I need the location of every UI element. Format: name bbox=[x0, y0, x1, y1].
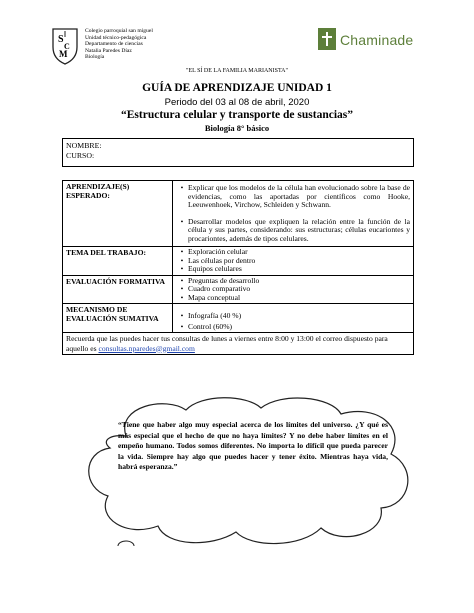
motivational-quote: “Tiene que haber algo muy especial acerca de los límites del universo. ¿Y qué es más especial que el hecho de que no haya límites? Y no debe haber límites en el empeño humano. Todos somos diferentes. No importa lo difícil que pueda parecer la vida. Siempre hay algo que puedes hacer y tener éxito. Mientras haya vida, habrá esperanza.” bbox=[118, 420, 388, 471]
motto: "EL SÍ DE LA FAMILIA MARIANISTA" bbox=[186, 68, 288, 74]
list-item: • Infografía (40 %) bbox=[176, 312, 410, 321]
row-label: TEMA DEL TRABAJO: bbox=[63, 247, 173, 276]
table-row bbox=[63, 275, 414, 304]
grade: Biología 8° básico bbox=[204, 123, 270, 133]
school-line: Colegio parroquial san miguel bbox=[85, 28, 153, 34]
contact-note: Recuerda que las puedes hacer tus consultas de lunes a viernes entre 8:00 y 13:00 el correo dispuesto para aquello es consultas.nparedes@gmail.com bbox=[63, 333, 414, 355]
name-label: NOMBRE: bbox=[66, 141, 102, 150]
svg-text:M: M bbox=[59, 49, 68, 59]
chaminade-logo-mark bbox=[318, 28, 336, 50]
bullet-icon: • bbox=[180, 284, 184, 293]
student-info-box bbox=[62, 138, 414, 167]
bullet-icon: • bbox=[180, 321, 184, 331]
email-link[interactable]: consultas.nparedes@gmail.com bbox=[98, 343, 195, 353]
school-line: Unidad técnico-pedagógica bbox=[85, 34, 147, 41]
course-label: CURSO: bbox=[66, 151, 95, 160]
list-item: • Mapa conceptual bbox=[176, 294, 410, 303]
row-content bbox=[173, 275, 414, 304]
bullet-icon: • bbox=[180, 264, 184, 273]
brand-name: Chaminade bbox=[340, 32, 414, 48]
subtitle: “Estructura celular y transporte de sustancias” bbox=[120, 109, 353, 121]
school-line: Biología bbox=[85, 54, 105, 61]
row-content bbox=[173, 247, 414, 276]
row-content bbox=[173, 181, 414, 247]
row-label: EVALUACIÓN FORMATIVA bbox=[63, 275, 173, 304]
school-crest-logo bbox=[50, 27, 80, 65]
bullet-icon: • bbox=[180, 292, 184, 302]
list-item: • Exploración celular bbox=[176, 248, 410, 257]
row-label: APRENDIZAJE(S) ESPERADO: bbox=[63, 181, 173, 247]
page-title: GUÍA DE APRENDIZAJE UNIDAD 1 bbox=[142, 82, 332, 94]
bullet-icon: • bbox=[180, 275, 184, 285]
bullet-icon: • bbox=[180, 216, 184, 226]
list-item: • Explicar que los modelos de la célula han evolucionado sobre la base de evidencias, como las aportadas por científicos como Hooke, Leeuwenhoek, Virchow, Schleiden y Schwann. bbox=[176, 184, 410, 210]
list-item: • Equipos celulares bbox=[176, 265, 410, 274]
bullet-icon: • bbox=[180, 255, 184, 265]
svg-text:S: S bbox=[58, 34, 64, 45]
row-content bbox=[173, 304, 414, 333]
table-row bbox=[63, 247, 414, 276]
svg-text:C: C bbox=[64, 42, 70, 51]
bullet-icon: • bbox=[180, 183, 184, 192]
table-row bbox=[63, 333, 414, 355]
list-item: • Cuadro comparativo bbox=[176, 285, 410, 294]
table-row bbox=[63, 304, 414, 333]
row-label: MECANISMO DE EVALUACIÓN SUMATIVA bbox=[63, 304, 173, 333]
school-info bbox=[85, 28, 153, 61]
bullet-icon: • bbox=[180, 311, 184, 320]
table-row bbox=[63, 181, 414, 247]
chaminade-logo bbox=[318, 28, 443, 52]
list-item: • Las células por dentro bbox=[176, 257, 410, 266]
list-item: • Desarrollar modelos que expliquen la relación entre la función de la célula y sus partes, considerando: sus estructuras; células eucariontes y procariontes, además de tipos celulares. bbox=[176, 218, 410, 244]
school-line: Departamento de ciencias bbox=[85, 41, 143, 48]
bullet-icon: • bbox=[180, 247, 184, 256]
school-line: Natalia Paredes Díaz bbox=[85, 47, 132, 54]
list-item: • Control (60%) bbox=[176, 323, 410, 332]
list-item: • Preguntas de desarrollo bbox=[176, 277, 410, 286]
period: Periodo del 03 al 08 de abril, 2020 bbox=[164, 97, 310, 108]
learning-table bbox=[62, 180, 414, 355]
